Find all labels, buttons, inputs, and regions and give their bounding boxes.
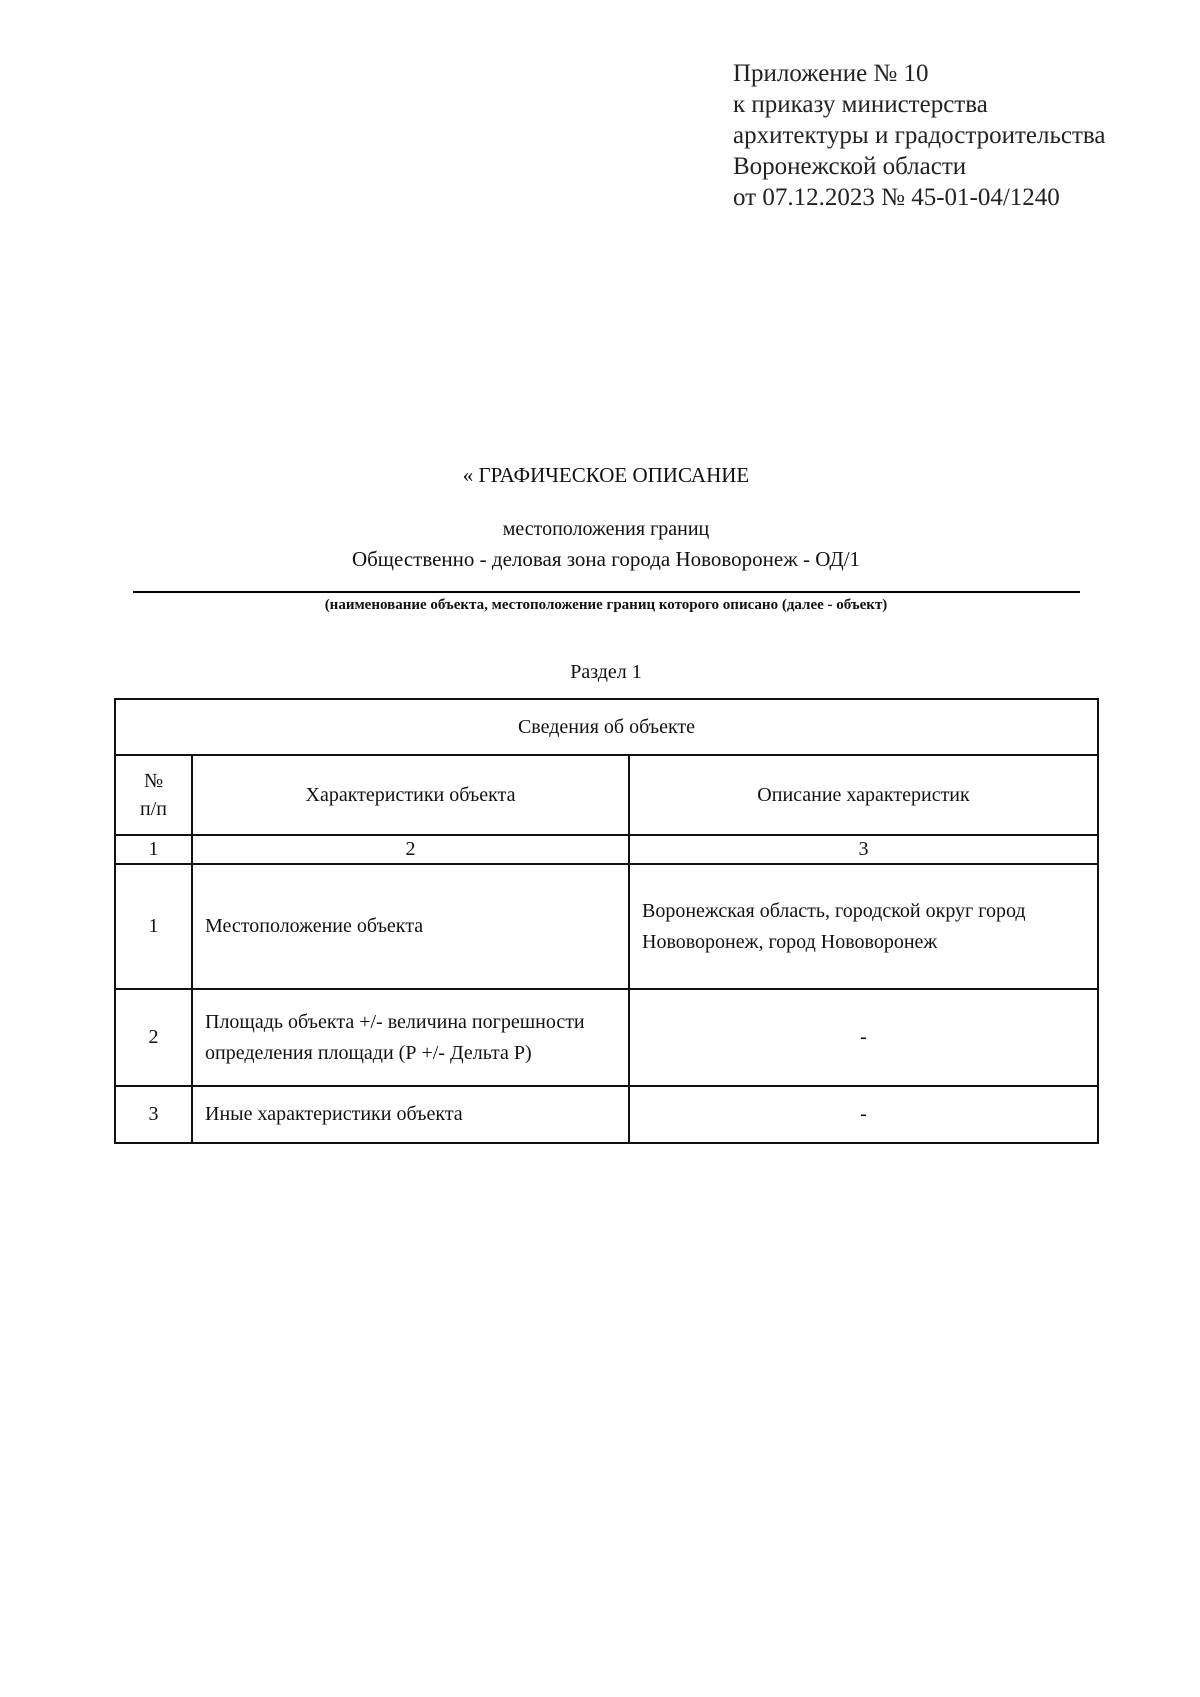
header-description: Описание характеристик [629, 755, 1098, 835]
underline-divider [133, 591, 1080, 593]
column-number: 3 [629, 835, 1098, 864]
document-subtitle: местоположения границ [502, 518, 710, 540]
appendix-line: Воронежской области [733, 153, 967, 180]
header-characteristic: Характеристики объекта [192, 755, 629, 835]
table-header-row [115, 755, 1098, 835]
column-number: 1 [115, 835, 192, 864]
row-characteristic: Площадь объекта +/- величина погрешности определения площади (Р +/- Дельта Р) [192, 989, 629, 1086]
row-description: - [629, 1086, 1098, 1143]
row-characteristic: Местоположение объекта [192, 864, 629, 989]
appendix-line: от 07.12.2023 № 45-01-04/1240 [733, 184, 1060, 211]
row-description: - [629, 989, 1098, 1086]
row-number: 1 [115, 864, 192, 989]
row-number: 2 [115, 989, 192, 1086]
table-row [115, 989, 1098, 1086]
appendix-line: архитектуры и градостроительства [733, 122, 1106, 149]
table-row [115, 1086, 1098, 1143]
appendix-line: к приказу министерства [733, 91, 988, 118]
object-caption: (наименование объекта, местоположение границ которого описано (далее - объект) [324, 597, 888, 613]
row-number: 3 [115, 1086, 192, 1143]
column-number-row [115, 835, 1098, 864]
appendix-block [733, 58, 1105, 213]
document-title: « ГРАФИЧЕСКОЕ ОПИСАНИЕ [462, 463, 750, 487]
table-title-row [115, 699, 1098, 755]
header-number: № п/п [115, 755, 192, 835]
column-number: 2 [192, 835, 629, 864]
object-info-table [114, 698, 1099, 1144]
row-description: Воронежская область, городской округ город Нововоронеж, город Нововоронеж [629, 864, 1098, 989]
table-row [115, 864, 1098, 989]
object-name: Общественно - деловая зона города Нововоронеж - ОД/1 [351, 547, 861, 571]
section-label: Раздел 1 [570, 661, 642, 683]
appendix-line: Приложение № 10 [733, 60, 929, 87]
table-title: Сведения об объекте [115, 699, 1098, 755]
row-characteristic: Иные характеристики объекта [192, 1086, 629, 1143]
